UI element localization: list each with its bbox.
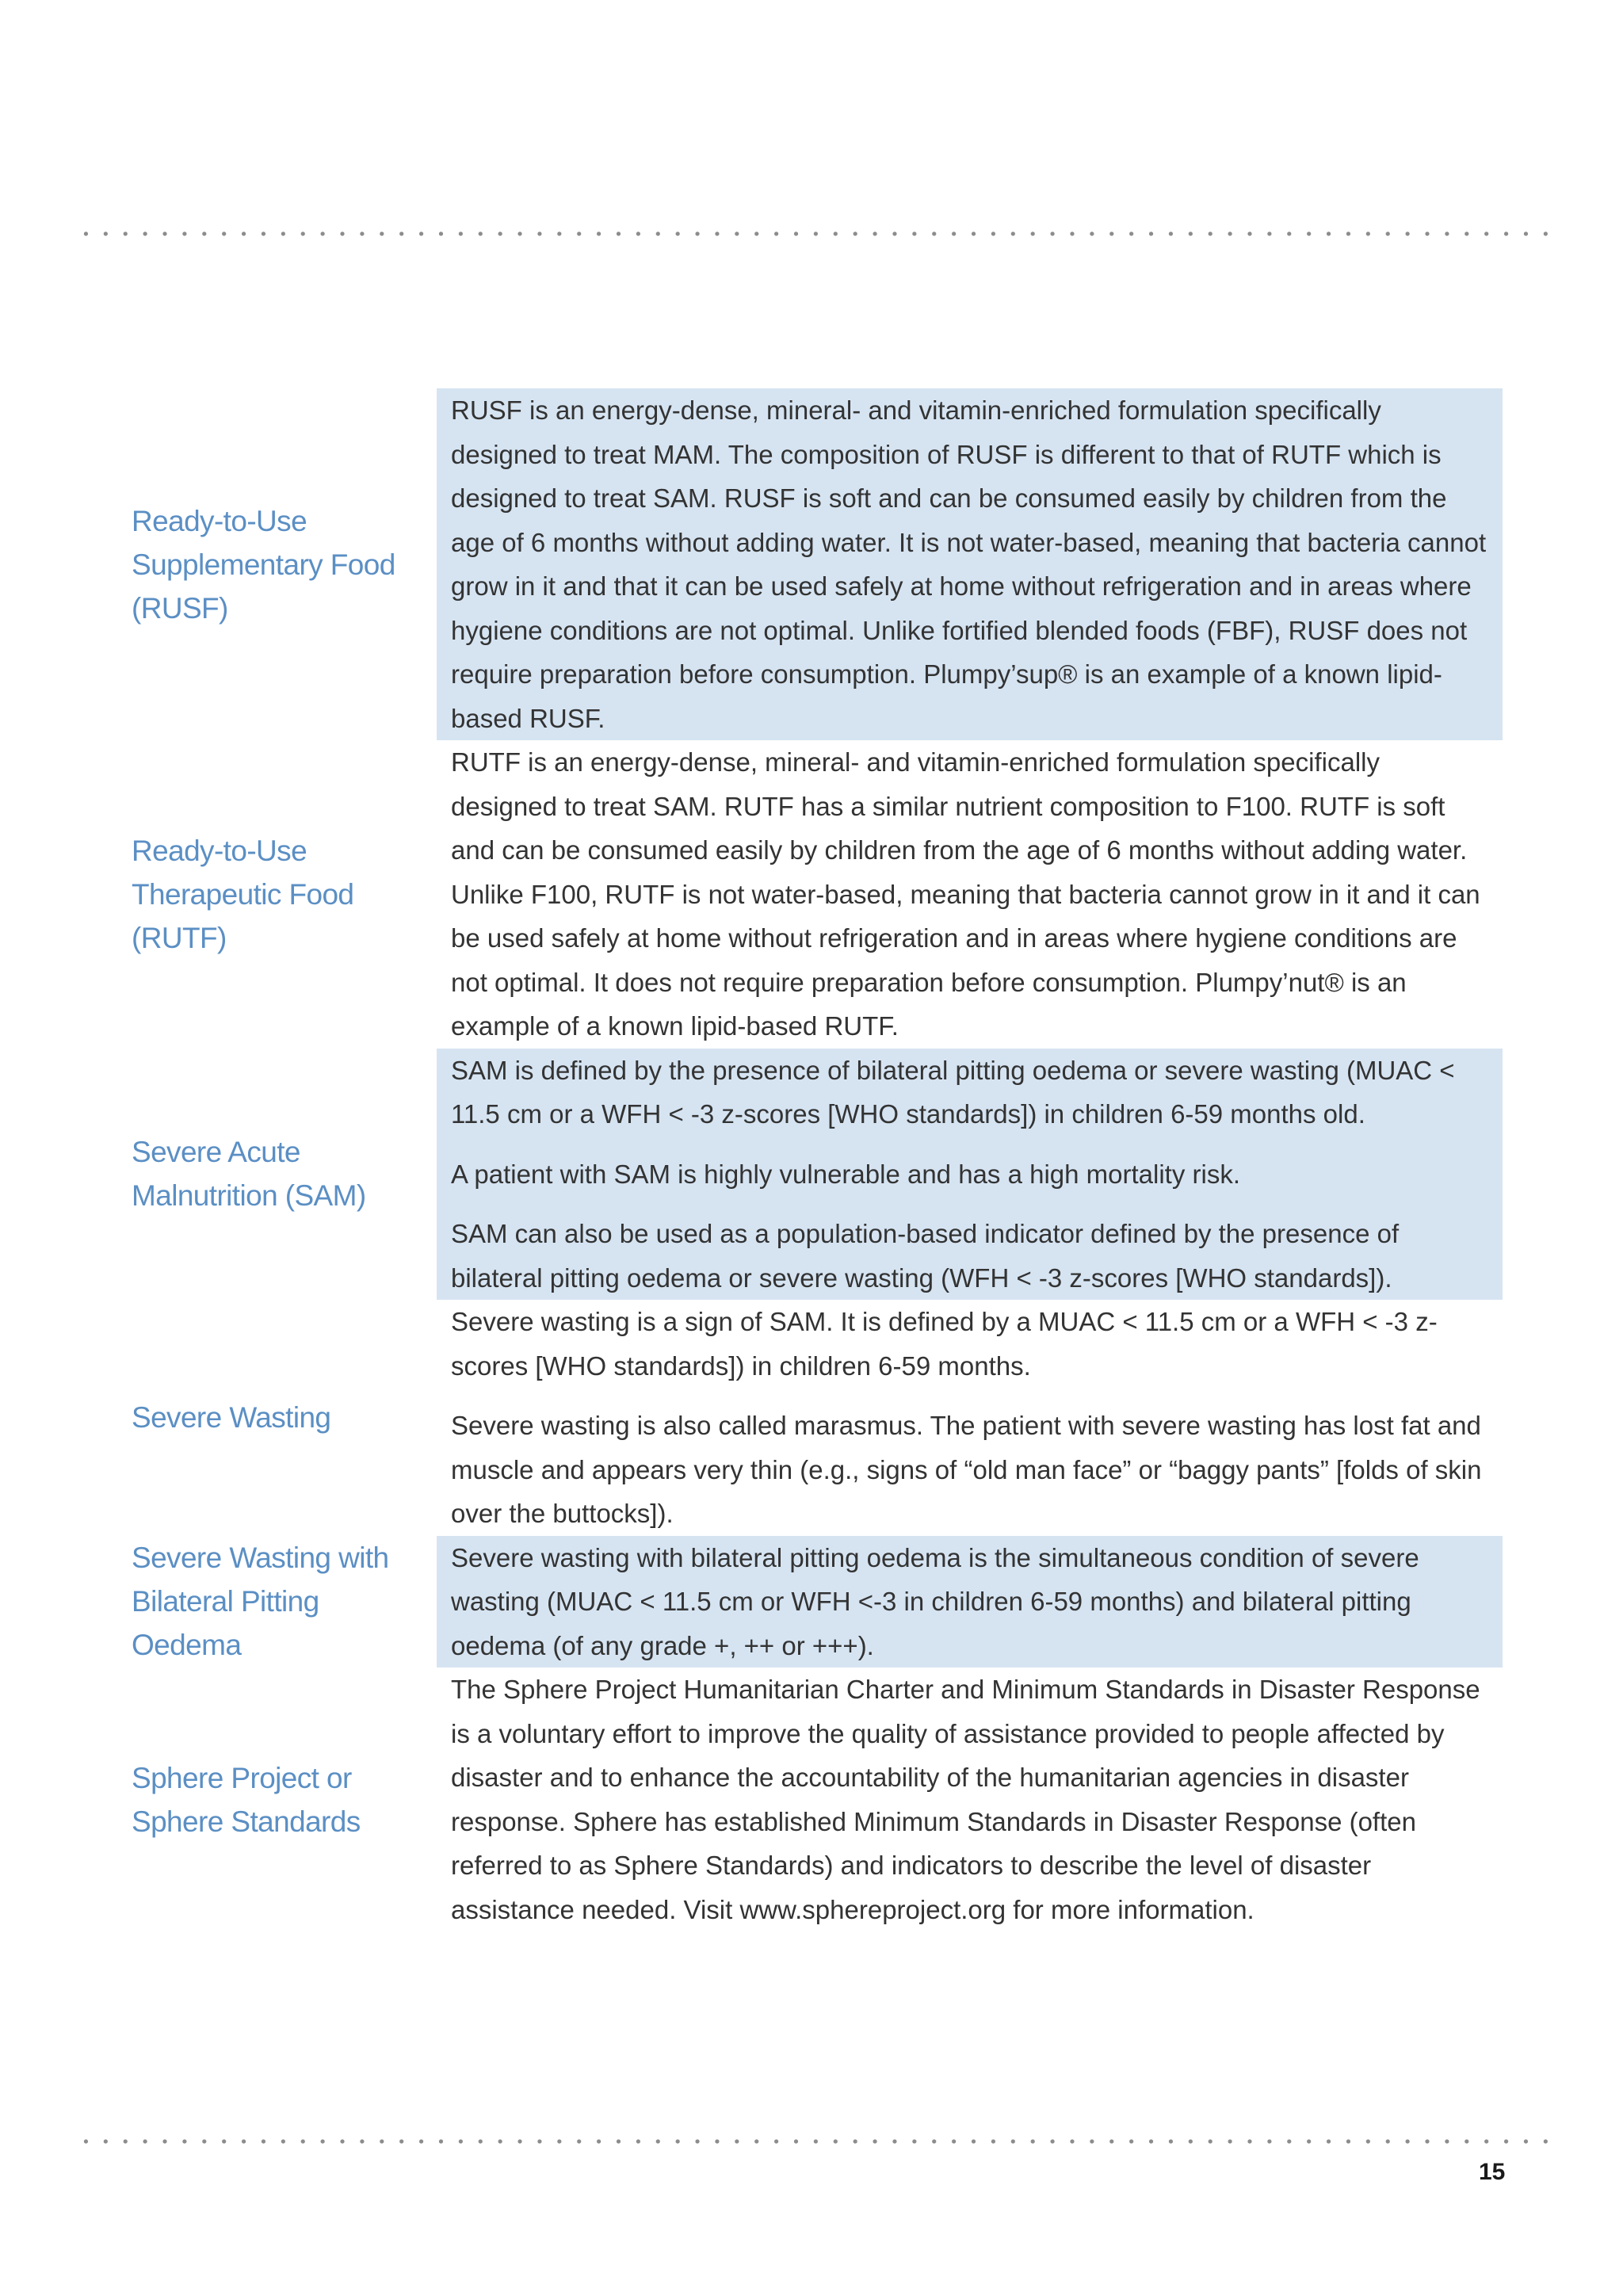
glossary-definition	[437, 740, 1503, 1049]
glossary-term-line: Sphere Project or	[132, 1761, 352, 1794]
definition-paragraph: RUSF is an energy-dense, mineral- and vitamin-enriched formulation specifically designed to treat MAM. The composition of RUSF is different to that of RUTF which is designed to treat SAM. RUSF is soft and can be consumed easily by children from the age of 6 months without adding water. It is not water-based, meaning that bacteria cannot grow in it and that it can be used safely at home without refrigeration and in areas where hygiene conditions are not optimal. Unlike fortified blended foods (FBF), RUSF does not require preparation before consumption. Plumpy’sup® is an example of a known lipid-based RUSF.	[451, 395, 1487, 733]
glossary-definition	[437, 1668, 1503, 1931]
glossary-term-line: Ready-to-Use	[132, 834, 307, 867]
glossary-term-line: Malnutrition (SAM)	[132, 1179, 366, 1213]
glossary-term	[132, 1536, 437, 1668]
glossary-row	[132, 740, 1503, 1049]
glossary-term-line: (RUSF)	[132, 591, 228, 625]
glossary-definition	[437, 1049, 1503, 1301]
page-number: 15	[1479, 2159, 1506, 2185]
definition-paragraph: The Sphere Project Humanitarian Charter and Minimum Standards in Disaster Response is a voluntary effort to improve the quality of assistance provided to people affected by disaster and to enhance the accountability of the humanitarian agencies in disaster response. Sphere has established Minimum Standards in Disaster Response (often referred to as Sphere Standards) and indicators to describe the level of disaster assistance needed. Visit www.sphereproject.org for more information.	[451, 1675, 1480, 1924]
glossary-term	[132, 1049, 437, 1301]
glossary-row	[132, 388, 1503, 740]
glossary-term	[132, 740, 437, 1049]
glossary-term-line: Severe Wasting	[132, 1401, 331, 1435]
bottom-dotted-rule	[76, 2138, 1553, 2145]
glossary-term-line: Severe Acute	[132, 1136, 300, 1169]
top-dotted-rule	[76, 231, 1553, 237]
glossary-term-line: Supplementary Food	[132, 548, 395, 581]
glossary-term	[132, 1668, 437, 1931]
glossary-row	[132, 1668, 1503, 1931]
glossary-term	[132, 388, 437, 740]
definition-paragraph: SAM is defined by the presence of bilateral pitting oedema or severe wasting (MUAC < 11.5 cm or a WFH < -3 z-scores [WHO standards]) in children 6-59 months old.	[451, 1055, 1455, 1129]
glossary-row	[132, 1536, 1503, 1668]
definition-paragraph: Severe wasting is also called marasmus. The patient with severe wasting has lost fat and muscle and appears very thin (e.g., signs of “old man face” or “baggy pants” [folds of skin over the buttocks]).	[451, 1411, 1482, 1528]
glossary-row	[132, 1049, 1503, 1301]
glossary-definition	[437, 1536, 1503, 1668]
glossary-term-line: Ready-to-Use	[132, 504, 307, 537]
glossary-term-line: Bilateral Pitting Oedema	[132, 1585, 319, 1662]
glossary-term-line: Sphere Standards	[132, 1805, 361, 1838]
definition-paragraph: RUTF is an energy-dense, mineral- and vitamin-enriched formulation specifically designed to treat SAM. RUTF has a similar nutrient composition to F100. RUTF is soft and can be consumed easily by children from the age of 6 months without adding water. Unlike F100, RUTF is not water-based, meaning that bacteria cannot grow in it and it can be used safely at home without refrigeration and in areas where hygiene conditions are not optimal. It does not require preparation before consumption. Plumpy’nut® is an example of a known lipid-based RUTF.	[451, 747, 1480, 1041]
glossary-table	[132, 388, 1503, 1931]
definition-paragraph: A patient with SAM is highly vulnerable and has a high mortality risk.	[451, 1159, 1240, 1189]
glossary-term-line: Therapeutic Food (RUTF)	[132, 877, 354, 954]
glossary-term	[132, 1300, 437, 1536]
glossary-definition	[437, 388, 1503, 740]
glossary-term-line: Severe Wasting with	[132, 1541, 389, 1575]
glossary-definition	[437, 1300, 1503, 1536]
definition-paragraph: Severe wasting is a sign of SAM. It is defined by a MUAC < 11.5 cm or a WFH < -3 z-scores [WHO standards]) in children 6-59 months.	[451, 1307, 1438, 1381]
glossary-row	[132, 1300, 1503, 1536]
definition-paragraph: Severe wasting with bilateral pitting oedema is the simultaneous condition of severe wasting (MUAC < 11.5 cm or WFH <-3 in children 6-59 months) and bilateral pitting oedema (of any grade +, ++ or +++).	[451, 1542, 1419, 1660]
definition-paragraph: SAM can also be used as a population-based indicator defined by the presence of bilateral pitting oedema or severe wasting (WFH < -3 z-scores [WHO standards]).	[451, 1219, 1400, 1293]
